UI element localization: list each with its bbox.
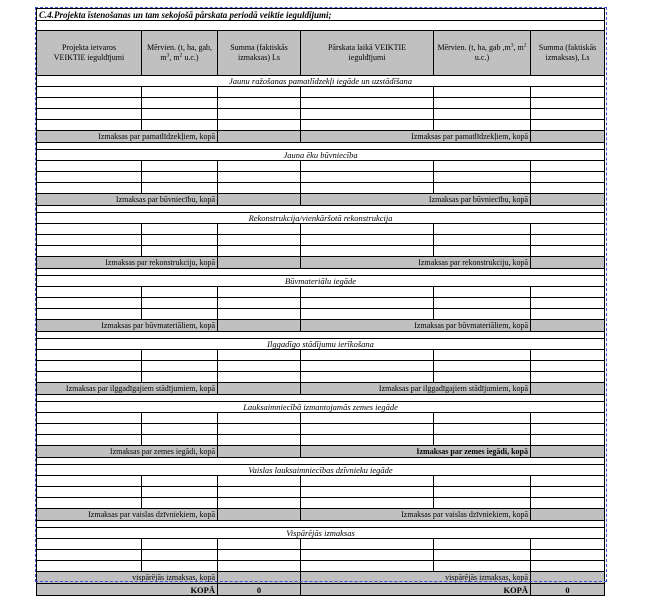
table-row <box>37 109 605 120</box>
table-cell[interactable] <box>531 287 605 298</box>
table-row <box>37 498 605 509</box>
table-cell[interactable] <box>37 487 142 498</box>
table-cell[interactable] <box>434 413 531 424</box>
table-cell[interactable] <box>142 372 218 383</box>
table-cell[interactable] <box>218 120 301 131</box>
spacer-cell <box>142 269 218 276</box>
table-row <box>37 561 605 572</box>
section-title: Ilggadīgo stādījumu ierīkošana <box>37 339 605 350</box>
spacer-cell <box>142 143 218 150</box>
header-report-investments: Pārskata laikā VEIKTIE ieguldījumi <box>301 31 434 76</box>
table-cell[interactable] <box>37 424 142 435</box>
subtotal-row <box>37 194 605 206</box>
table-cell[interactable] <box>142 120 218 131</box>
table-cell[interactable] <box>434 120 531 131</box>
header-row <box>37 31 605 76</box>
table-cell[interactable] <box>301 372 434 383</box>
spacer-cell <box>434 143 531 150</box>
table-row <box>37 183 605 194</box>
table-cell[interactable] <box>142 183 218 194</box>
table-cell[interactable] <box>218 183 301 194</box>
table-cell[interactable] <box>301 498 434 509</box>
header-sum: Summa (faktiskās izmaksas) Ls <box>218 31 301 76</box>
table-row <box>37 87 605 98</box>
table-cell[interactable] <box>531 550 605 561</box>
table-row <box>37 424 605 435</box>
table-cell[interactable] <box>218 539 301 550</box>
spacer-cell <box>434 458 531 465</box>
table-cell[interactable] <box>531 413 605 424</box>
subtotal-value-right[interactable] <box>531 572 605 584</box>
table-cell[interactable] <box>37 309 142 320</box>
table-cell[interactable] <box>531 298 605 309</box>
subtotal-row <box>37 509 605 521</box>
spacer-cell <box>531 458 605 465</box>
table-cell[interactable] <box>218 224 301 235</box>
table-cell[interactable] <box>434 224 531 235</box>
spacer-cell <box>37 143 142 150</box>
table-cell[interactable] <box>531 98 605 109</box>
subtotal-value-left[interactable] <box>218 446 301 458</box>
subtotal-label-left: Izmaksas par būvniecību, kopā <box>37 194 218 206</box>
table-cell[interactable] <box>218 372 301 383</box>
table-cell[interactable] <box>142 435 218 446</box>
table-cell[interactable] <box>142 287 218 298</box>
total-value-left: 0 <box>218 584 301 596</box>
spacer-cell <box>531 521 605 528</box>
header-unit: Mērvien. (t, ha, gab, $m^3$, $m^2$ u.c.) <box>142 31 218 76</box>
table-cell[interactable] <box>301 109 434 120</box>
spacer-cell <box>434 395 531 402</box>
table-cell[interactable] <box>37 246 142 257</box>
table-cell[interactable] <box>434 498 531 509</box>
total-label-right: KOPĀ <box>301 584 531 596</box>
table-cell[interactable] <box>301 298 434 309</box>
table-cell[interactable] <box>218 487 301 498</box>
table-cell[interactable] <box>142 498 218 509</box>
table-cell[interactable] <box>531 435 605 446</box>
table-row <box>37 550 605 561</box>
table-cell[interactable] <box>531 424 605 435</box>
subtotal-label-right: Izmaksas par zemes iegādi, kopā <box>301 446 531 458</box>
table-cell[interactable] <box>434 561 531 572</box>
table-cell[interactable] <box>218 476 301 487</box>
spacer-cell <box>142 458 218 465</box>
table-cell[interactable] <box>301 561 434 572</box>
total-row <box>37 584 605 596</box>
table-cell[interactable] <box>531 350 605 361</box>
spacer-cell <box>37 269 142 276</box>
spacer-cell <box>218 206 301 213</box>
spacer-cell <box>301 521 434 528</box>
table-cell[interactable] <box>434 539 531 550</box>
spacer-cell <box>218 269 301 276</box>
spacer-cell <box>218 143 301 150</box>
table-cell[interactable] <box>531 161 605 172</box>
table-cell[interactable] <box>434 161 531 172</box>
subtotal-value-left[interactable] <box>218 383 301 395</box>
subtotal-value-right[interactable] <box>531 131 605 143</box>
table-cell[interactable] <box>142 350 218 361</box>
table-cell[interactable] <box>142 224 218 235</box>
table-row <box>37 298 605 309</box>
spacer-cell <box>37 395 142 402</box>
table-cell[interactable] <box>218 309 301 320</box>
table-cell[interactable] <box>37 435 142 446</box>
subtotal-label-right: Izmaksas par būvniecību, kopā <box>301 194 531 206</box>
table-cell[interactable] <box>142 424 218 435</box>
table-cell[interactable] <box>301 550 434 561</box>
spacer-cell <box>218 458 301 465</box>
spacer-cell <box>434 332 531 339</box>
table-row <box>37 120 605 131</box>
header-project-investments: Projekta ietvaros VEIKTIE ieguldījumi <box>37 31 142 76</box>
table-cell[interactable] <box>434 350 531 361</box>
subtotal-value-left[interactable] <box>218 509 301 521</box>
subtotal-row <box>37 383 605 395</box>
table-cell[interactable] <box>142 98 218 109</box>
table-cell[interactable] <box>37 350 142 361</box>
table-cell[interactable] <box>434 98 531 109</box>
table-cell[interactable] <box>531 361 605 372</box>
table-cell[interactable] <box>531 120 605 131</box>
table-cell[interactable] <box>37 498 142 509</box>
table-cell[interactable] <box>531 309 605 320</box>
table-cell[interactable] <box>301 224 434 235</box>
table-cell[interactable] <box>218 87 301 98</box>
table-cell[interactable] <box>37 224 142 235</box>
spacer-cell <box>301 143 434 150</box>
table-cell[interactable] <box>37 172 142 183</box>
subtotal-label-right: Izmaksas par rekonstrukciju, kopā <box>301 257 531 269</box>
total-value-right: 0 <box>531 584 605 596</box>
table-row <box>37 372 605 383</box>
table-cell[interactable] <box>142 235 218 246</box>
table-cell[interactable] <box>301 413 434 424</box>
table-cell[interactable] <box>531 476 605 487</box>
subtotal-row <box>37 320 605 332</box>
subtotal-value-right[interactable] <box>531 383 605 395</box>
total-label-left: KOPĀ <box>37 584 218 596</box>
spacer-cell <box>218 332 301 339</box>
spacer-cell <box>301 458 434 465</box>
spacer-cell <box>142 521 218 528</box>
subtotal-label-left: vispārējās izmaksas, kopā <box>37 572 218 584</box>
subtotal-row <box>37 257 605 269</box>
table-cell[interactable] <box>434 246 531 257</box>
table-cell[interactable] <box>531 183 605 194</box>
table-cell[interactable] <box>301 235 434 246</box>
table-row <box>37 161 605 172</box>
table-row <box>37 476 605 487</box>
table-cell[interactable] <box>142 476 218 487</box>
spacer-cell <box>37 521 142 528</box>
table-cell[interactable] <box>531 372 605 383</box>
table-cell[interactable] <box>142 87 218 98</box>
subtotal-value-left[interactable] <box>218 194 301 206</box>
subtotal-value-right[interactable] <box>531 194 605 206</box>
spacer-cell <box>218 395 301 402</box>
subtotal-label-right: Izmaksas par ilggadīgajiem stādījumiem, kopā <box>301 383 531 395</box>
subtotal-value-left[interactable] <box>218 257 301 269</box>
subtotal-label-left: Izmaksas par būvmateriāliem, kopā <box>37 320 218 332</box>
header-unit-report: Mērvien. (t, ha, gab $,m^3$, $m^2$ u.c.) <box>434 31 531 76</box>
table-cell[interactable] <box>531 87 605 98</box>
subtotal-row <box>37 572 605 584</box>
subtotal-label-left: Izmaksas par ilggadīgajiem stādījumiem, kopā <box>37 383 218 395</box>
table-cell[interactable] <box>301 287 434 298</box>
table-cell[interactable] <box>37 161 142 172</box>
table-cell[interactable] <box>434 550 531 561</box>
table-cell[interactable] <box>142 172 218 183</box>
spacer-cell <box>434 521 531 528</box>
subtotal-value-right[interactable] <box>531 257 605 269</box>
section-title: Jauna ēku būvniecība <box>37 150 605 161</box>
table-cell[interactable] <box>37 183 142 194</box>
table-row <box>37 350 605 361</box>
table-row <box>37 246 605 257</box>
table-cell[interactable] <box>37 372 142 383</box>
table-cell[interactable] <box>142 246 218 257</box>
table-cell[interactable] <box>531 498 605 509</box>
table-cell[interactable] <box>301 435 434 446</box>
spacer-cell <box>37 458 142 465</box>
table-cell[interactable] <box>37 561 142 572</box>
subtotal-value-left[interactable] <box>218 572 301 584</box>
spacer-cell <box>531 269 605 276</box>
table-cell[interactable] <box>434 109 531 120</box>
table-cell[interactable] <box>218 235 301 246</box>
table-cell[interactable] <box>218 498 301 509</box>
table-cell[interactable] <box>531 172 605 183</box>
table-cell[interactable] <box>218 287 301 298</box>
table-cell[interactable] <box>218 413 301 424</box>
table-cell[interactable] <box>37 109 142 120</box>
table-cell[interactable] <box>301 539 434 550</box>
subtotal-value-right[interactable] <box>531 446 605 458</box>
table-cell[interactable] <box>434 235 531 246</box>
table-cell[interactable] <box>301 87 434 98</box>
table-cell[interactable] <box>434 87 531 98</box>
table-cell[interactable] <box>218 172 301 183</box>
spacer-cell <box>142 206 218 213</box>
table-row <box>37 224 605 235</box>
table-cell[interactable] <box>531 224 605 235</box>
investments-table <box>36 8 605 596</box>
table-cell[interactable] <box>142 109 218 120</box>
spacer-cell <box>531 395 605 402</box>
spacer-cell <box>37 206 142 213</box>
spacer-cell <box>142 395 218 402</box>
table-cell[interactable] <box>142 298 218 309</box>
table-cell[interactable] <box>531 109 605 120</box>
section-title: Jaunu ražošanas pamatlīdzekļi iegāde un uzstādīšana <box>37 76 605 87</box>
table-cell[interactable] <box>142 161 218 172</box>
table-cell[interactable] <box>218 161 301 172</box>
table-cell[interactable] <box>218 109 301 120</box>
spacer-cell <box>37 332 142 339</box>
table-cell[interactable] <box>434 183 531 194</box>
table-row <box>37 361 605 372</box>
table-row <box>37 413 605 424</box>
table-cell[interactable] <box>142 309 218 320</box>
table-row <box>37 172 605 183</box>
spacer-cell <box>301 332 434 339</box>
spacer-cell <box>434 269 531 276</box>
table-row <box>37 98 605 109</box>
subtotal-row <box>37 131 605 143</box>
table-cell[interactable] <box>142 361 218 372</box>
spacer-cell <box>531 143 605 150</box>
spacer-cell <box>434 206 531 213</box>
table-cell[interactable] <box>531 561 605 572</box>
table-cell[interactable] <box>37 87 142 98</box>
table-cell[interactable] <box>301 424 434 435</box>
table-cell[interactable] <box>218 550 301 561</box>
header-sum-report: Summa (faktiskās izmaksas), Ls <box>531 31 605 76</box>
subtotal-label-left: Izmaksas par rekonstrukciju, kopā <box>37 257 218 269</box>
table-cell[interactable] <box>37 550 142 561</box>
table-cell[interactable] <box>218 98 301 109</box>
subtotal-value-left[interactable] <box>218 131 301 143</box>
table-cell[interactable] <box>218 350 301 361</box>
table-cell[interactable] <box>531 539 605 550</box>
table-row <box>37 287 605 298</box>
table-title: C.4.Projekta īstenošanas un tam sekojošā pārskata periodā veiktie ieguldījumi; <box>37 9 605 21</box>
table-cell[interactable] <box>301 98 434 109</box>
table-cell[interactable] <box>301 120 434 131</box>
table-cell[interactable] <box>218 424 301 435</box>
subtotal-value-left[interactable] <box>218 320 301 332</box>
table-row <box>37 309 605 320</box>
spacer-cell <box>531 332 605 339</box>
table-cell[interactable] <box>142 487 218 498</box>
table-cell[interactable] <box>434 476 531 487</box>
table-cell[interactable] <box>434 287 531 298</box>
table-cell[interactable] <box>142 561 218 572</box>
section-title: Būvmateriālu iegāde <box>37 276 605 287</box>
section-title: Vispārējās izmaksas <box>37 528 605 539</box>
subtotal-row <box>37 446 605 458</box>
spacer-cell <box>531 206 605 213</box>
table-cell[interactable] <box>531 246 605 257</box>
table-cell[interactable] <box>37 476 142 487</box>
table-row <box>37 487 605 498</box>
subtotal-label-right: Izmaksas par pamatlīdzekļiem, kopā <box>301 131 531 143</box>
table-cell[interactable] <box>301 161 434 172</box>
table-cell[interactable] <box>301 361 434 372</box>
section-title: Vaislas lauksaimniecības dzīvnieku iegāde <box>37 465 605 476</box>
table-cell[interactable] <box>301 350 434 361</box>
table-cell[interactable] <box>37 413 142 424</box>
subtotal-label-left: Izmaksas par pamatlīdzekļiem, kopā <box>37 131 218 143</box>
table-cell[interactable] <box>142 550 218 561</box>
spacer-cell <box>142 332 218 339</box>
subtotal-label-left: Izmaksas par vaislas dzīvniekiem, kopā <box>37 509 218 521</box>
table-cell[interactable] <box>301 172 434 183</box>
blank-row <box>37 21 605 31</box>
table-cell[interactable] <box>301 476 434 487</box>
table-cell[interactable] <box>434 309 531 320</box>
table-cell[interactable] <box>218 246 301 257</box>
table-cell[interactable] <box>37 120 142 131</box>
spacer-cell <box>301 395 434 402</box>
table-row <box>37 435 605 446</box>
table-cell[interactable] <box>218 298 301 309</box>
table-cell[interactable] <box>218 435 301 446</box>
table-cell[interactable] <box>434 487 531 498</box>
section-title: Lauksaimniecībā izmantojamās zemes iegāde <box>37 402 605 413</box>
subtotal-label-right: Izmaksas par būvmateriāliem, kopā <box>301 320 531 332</box>
table-cell[interactable] <box>434 172 531 183</box>
table-cell[interactable] <box>37 235 142 246</box>
subtotal-value-right[interactable] <box>531 509 605 521</box>
table-cell[interactable] <box>434 298 531 309</box>
table-cell[interactable] <box>218 361 301 372</box>
table-cell[interactable] <box>37 98 142 109</box>
subtotal-label-left: Izmaksas par zemes iegādi, kopā <box>37 446 218 458</box>
table-cell[interactable] <box>37 539 142 550</box>
table-cell[interactable] <box>142 413 218 424</box>
table-row <box>37 235 605 246</box>
table-cell[interactable] <box>37 298 142 309</box>
subtotal-value-right[interactable] <box>531 320 605 332</box>
table-cell[interactable] <box>434 424 531 435</box>
section-title: Rekonstrukcija/vienkāršotā rekonstrukcija <box>37 213 605 224</box>
spacer-cell <box>301 206 434 213</box>
table-cell[interactable] <box>301 309 434 320</box>
table-cell[interactable] <box>301 246 434 257</box>
table-cell[interactable] <box>531 487 605 498</box>
table-row <box>37 539 605 550</box>
table-cell[interactable] <box>142 539 218 550</box>
table-cell[interactable] <box>434 361 531 372</box>
table-cell[interactable] <box>434 372 531 383</box>
table-cell[interactable] <box>37 361 142 372</box>
spacer-cell <box>301 269 434 276</box>
table-cell[interactable] <box>37 287 142 298</box>
spacer-cell <box>218 521 301 528</box>
table-cell[interactable] <box>218 561 301 572</box>
table-cell[interactable] <box>301 183 434 194</box>
subtotal-label-right: Izmaksas par vaislas dzīvniekiem, kopā <box>301 509 531 521</box>
table-cell[interactable] <box>434 435 531 446</box>
subtotal-label-right: vispārējās izmaksas, kopā <box>301 572 531 584</box>
table-cell[interactable] <box>531 235 605 246</box>
table-cell[interactable] <box>301 487 434 498</box>
